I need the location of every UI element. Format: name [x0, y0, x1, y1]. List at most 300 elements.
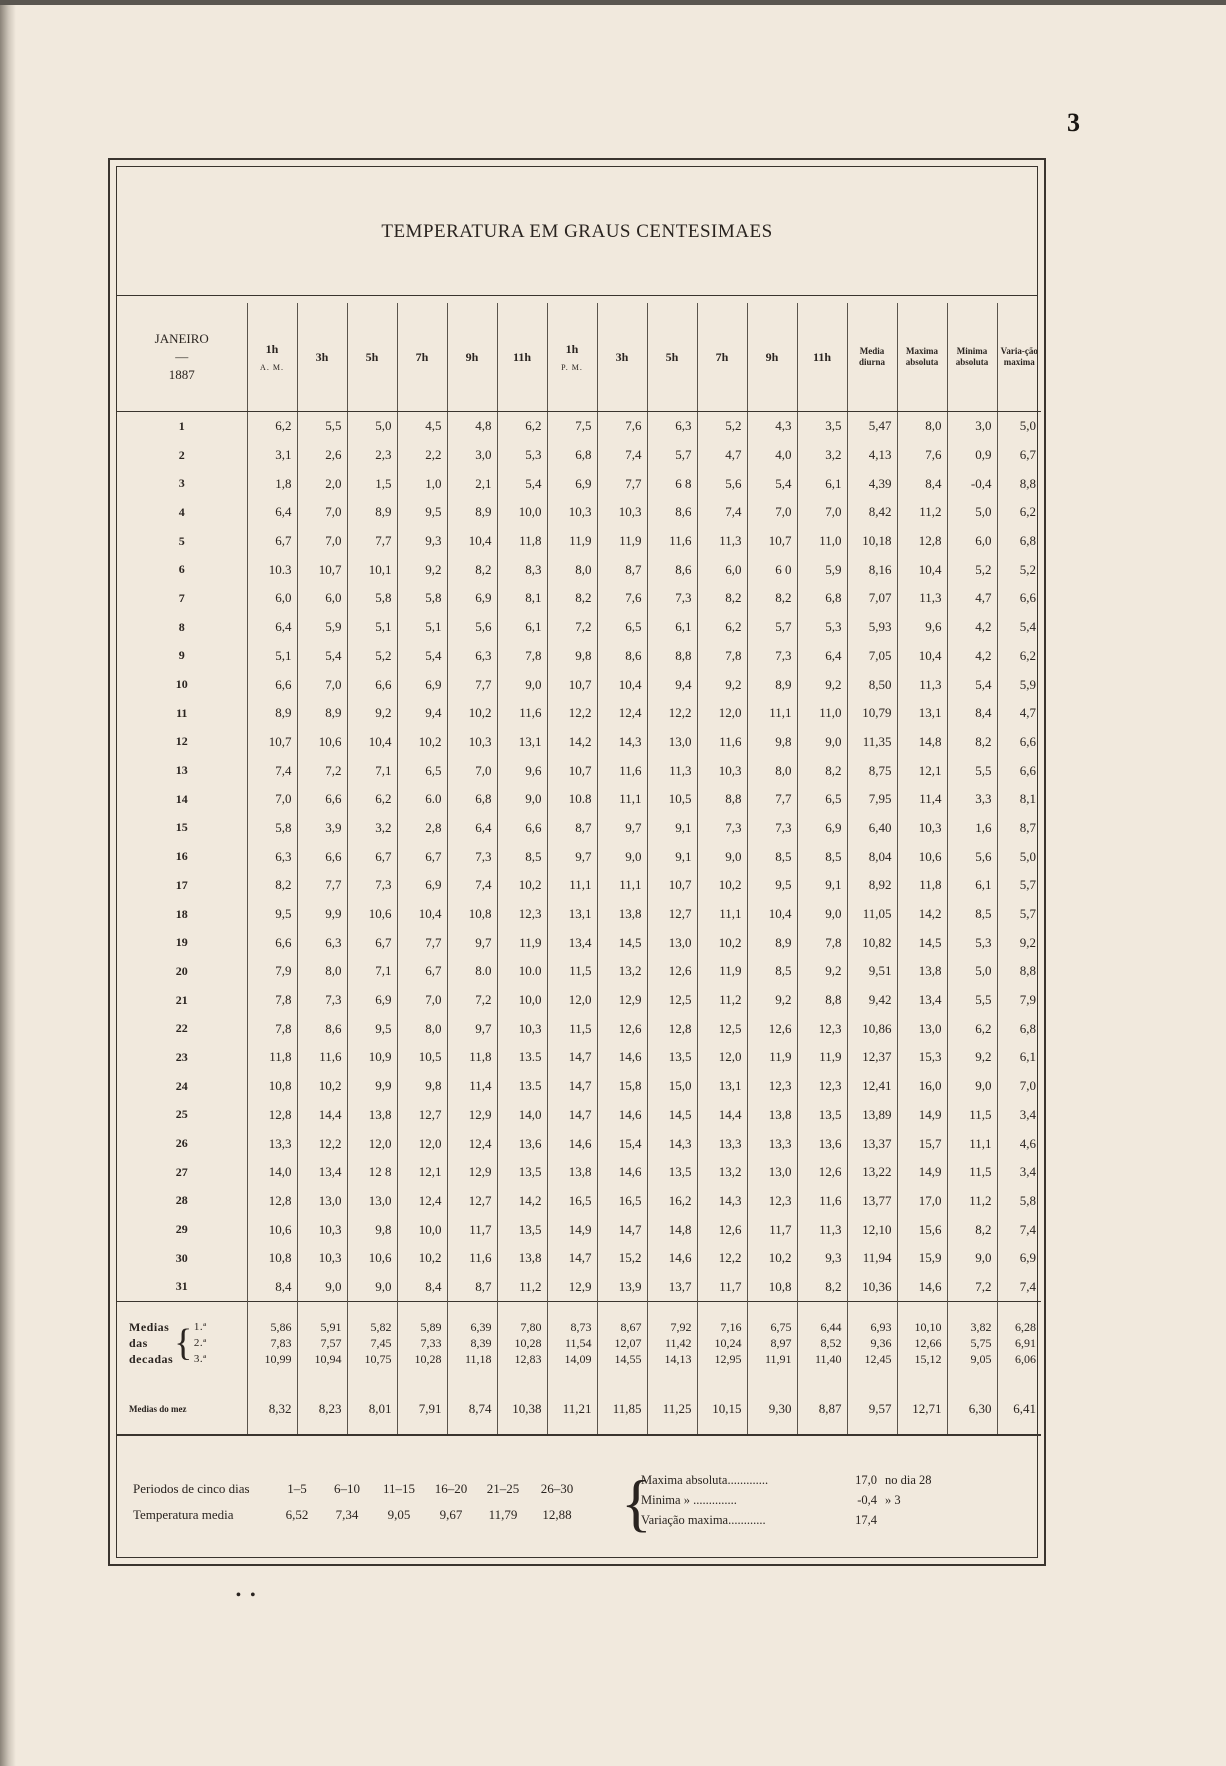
decade-value: 14,55	[614, 1352, 642, 1367]
decade-value: 8,67	[620, 1320, 642, 1335]
table-row	[117, 1043, 1041, 1072]
value-cell: 5,5	[947, 986, 997, 1015]
value-cell: 11,9	[547, 527, 597, 556]
month-mean-cell: 11,85	[597, 1384, 647, 1435]
value-cell: 13,37	[847, 1129, 897, 1158]
decade-value: 7,45	[370, 1336, 392, 1351]
value-cell: 8,4	[397, 1273, 447, 1302]
decade-value: 10,28	[414, 1352, 442, 1367]
value-cell: 12,8	[247, 1101, 297, 1130]
value-cell: 14,6	[547, 1129, 597, 1158]
value-cell: 13,3	[747, 1129, 797, 1158]
value-cell: 6,7	[247, 527, 297, 556]
value-cell: 10,5	[397, 1043, 447, 1072]
value-cell: 10,82	[847, 928, 897, 957]
value-cell: 5,9	[997, 670, 1041, 699]
day-cell: 23	[175, 1049, 188, 1064]
value-cell: 13,6	[497, 1129, 547, 1158]
value-cell: 15,6	[897, 1215, 947, 1244]
month-year: 1887	[168, 367, 195, 382]
value-cell: 9,4	[647, 670, 697, 699]
value-cell: 14,7	[597, 1215, 647, 1244]
value-cell: -0,4	[947, 469, 997, 498]
value-cell: 6,4	[797, 642, 847, 671]
month-mean-cell: 6,41	[997, 1384, 1041, 1435]
decade-value: 12,45	[864, 1352, 892, 1367]
day-cell: 12	[175, 734, 188, 749]
value-cell: 6,3	[297, 928, 347, 957]
value-cell: 16,0	[897, 1072, 947, 1101]
value-cell: 10,8	[747, 1273, 797, 1302]
decade-value: 7,80	[520, 1320, 542, 1335]
value-cell: 9,2	[747, 986, 797, 1015]
month-mean-cell: 6,30	[947, 1384, 997, 1435]
value-cell: 13,89	[847, 1101, 897, 1130]
value-cell: 10,86	[847, 1014, 897, 1043]
value-cell: 6,0	[247, 584, 297, 613]
value-cell: 9,0	[797, 728, 847, 757]
day-cell: 8	[178, 619, 185, 634]
decade-value-cell	[447, 1302, 497, 1385]
value-cell: 6,6	[297, 785, 347, 814]
value-cell: 5,8	[347, 584, 397, 613]
value-cell: 11,0	[797, 527, 847, 556]
decade-means-row	[117, 1302, 1041, 1385]
value-cell: 14,2	[897, 900, 947, 929]
table-row	[117, 728, 1041, 757]
table-row	[117, 1244, 1041, 1273]
value-cell: 7,0	[397, 986, 447, 1015]
value-cell: 8,4	[247, 1273, 297, 1302]
value-cell: 12,5	[647, 986, 697, 1015]
value-cell: 13,1	[697, 1072, 747, 1101]
value-cell: 5,3	[947, 928, 997, 957]
value-cell: 12,9	[447, 1101, 497, 1130]
value-cell: 11,2	[697, 986, 747, 1015]
value-cell: 7,3	[647, 584, 697, 613]
table-row	[117, 1014, 1041, 1043]
table-row	[117, 527, 1041, 556]
decade-value: 10,24	[714, 1336, 742, 1351]
value-cell: 14,3	[697, 1187, 747, 1216]
value-cell: 13,8	[347, 1101, 397, 1130]
decade-value: 8,97	[770, 1336, 792, 1351]
period-temp: 12,88	[542, 1507, 572, 1522]
day-cell: 30	[175, 1250, 188, 1265]
day-cell: 22	[175, 1021, 188, 1036]
table-row	[117, 871, 1041, 900]
value-cell: 12,2	[647, 699, 697, 728]
value-cell: 12,10	[847, 1215, 897, 1244]
value-cell: 13,8	[897, 957, 947, 986]
value-cell: 8,2	[447, 555, 497, 584]
decade-value-cell	[747, 1302, 797, 1385]
value-cell: 6,0	[697, 555, 747, 584]
day-cell: 29	[175, 1222, 188, 1237]
hour-header: 11h	[497, 303, 547, 412]
value-cell: 13,5	[647, 1158, 697, 1187]
table-row	[117, 555, 1041, 584]
pm-label: P. M.	[561, 363, 583, 372]
value-cell: 8,8	[697, 785, 747, 814]
value-cell: 12,9	[547, 1273, 597, 1302]
decade-value: 5,75	[970, 1336, 992, 1351]
hour-header: 3h	[597, 303, 647, 412]
value-cell: 11,5	[547, 1014, 597, 1043]
value-cell: 4,3	[747, 412, 797, 441]
period-value: 26–30	[540, 1481, 574, 1496]
decade-value: 10,94	[314, 1352, 342, 1367]
value-cell: 3,0	[447, 441, 497, 470]
value-cell: 10,7	[647, 871, 697, 900]
value-cell: 14,4	[297, 1101, 347, 1130]
period-temp: 6,52	[285, 1507, 309, 1522]
value-cell: 6,1	[947, 871, 997, 900]
value-cell: 5,6	[947, 842, 997, 871]
value-cell: 9,9	[297, 900, 347, 929]
decade-value: 11,54	[564, 1336, 592, 1351]
day-cell: 21	[175, 992, 188, 1007]
value-cell: 8,0	[397, 1014, 447, 1043]
decade-value: 11,40	[814, 1352, 842, 1367]
value-cell: 12,6	[747, 1014, 797, 1043]
value-cell: 10,2	[297, 1072, 347, 1101]
value-cell: 8,04	[847, 842, 897, 871]
value-cell: 14,7	[547, 1244, 597, 1273]
value-cell: 6,0	[297, 584, 347, 613]
value-cell: 6,40	[847, 814, 897, 843]
value-cell: 6 8	[647, 469, 697, 498]
decade-value: 5,91	[320, 1320, 342, 1335]
value-cell: 5,0	[997, 842, 1041, 871]
table-row	[117, 699, 1041, 728]
value-cell: 15,9	[897, 1244, 947, 1273]
value-cell: 6,7	[997, 441, 1041, 470]
value-cell: 2,8	[397, 814, 447, 843]
value-cell: 13,5	[797, 1101, 847, 1130]
value-cell: 14,6	[597, 1043, 647, 1072]
value-cell: 6,9	[397, 871, 447, 900]
decade-label	[117, 1302, 247, 1385]
day-cell: 31	[175, 1279, 188, 1294]
value-cell: 14,7	[547, 1101, 597, 1130]
value-cell: 6,2	[347, 785, 397, 814]
value-cell: 9,3	[797, 1244, 847, 1273]
value-cell: 14,5	[897, 928, 947, 957]
table-frame-inner	[116, 166, 1038, 1558]
stat-minima: Minima » .............. -0,4 » 3	[641, 1493, 901, 1507]
value-cell: 7,2	[547, 613, 597, 642]
value-cell: 7,1	[347, 756, 397, 785]
value-cell: 12,2	[547, 699, 597, 728]
decade-value: 14,13	[664, 1352, 692, 1367]
value-cell: 15,3	[897, 1043, 947, 1072]
value-cell: 2,1	[447, 469, 497, 498]
value-cell: 9,7	[447, 928, 497, 957]
value-cell: 9,5	[747, 871, 797, 900]
value-cell: 11,6	[597, 756, 647, 785]
period-temp: 9,05	[387, 1507, 411, 1522]
value-cell: 13,6	[797, 1129, 847, 1158]
value-cell: 5,6	[697, 469, 747, 498]
value-cell: 10,4	[897, 555, 947, 584]
day-cell: 25	[175, 1107, 188, 1122]
value-cell: 8,0	[297, 957, 347, 986]
value-cell: 4,8	[447, 412, 497, 441]
decade-value: 12,07	[614, 1336, 642, 1351]
value-cell: 12,8	[247, 1187, 297, 1216]
value-cell: 8,16	[847, 555, 897, 584]
value-cell: 10.0	[497, 957, 547, 986]
value-cell: 10,4	[447, 527, 497, 556]
day-cell: 16	[175, 849, 188, 864]
value-cell: 6,2	[697, 613, 747, 642]
value-cell: 12,3	[747, 1187, 797, 1216]
summary-footer	[117, 1461, 1041, 1551]
value-cell: 11,1	[597, 871, 647, 900]
am-label: A. M.	[260, 363, 284, 372]
day-cell: 14	[175, 791, 188, 806]
value-cell: 7,6	[597, 412, 647, 441]
title-divider	[117, 295, 1037, 296]
month-mean-cell: 8,01	[347, 1384, 397, 1435]
value-cell: 13,0	[897, 1014, 947, 1043]
value-cell: 11,3	[897, 584, 947, 613]
value-cell: 11,9	[697, 957, 747, 986]
value-cell: 14,2	[547, 728, 597, 757]
value-cell: 11,1	[547, 871, 597, 900]
value-cell: 8,2	[947, 728, 997, 757]
value-cell: 11,6	[447, 1244, 497, 1273]
decade-value: 10,28	[514, 1336, 542, 1351]
value-cell: 11,9	[497, 928, 547, 957]
stats-brace: {	[621, 1467, 652, 1538]
value-cell: 6,6	[997, 728, 1041, 757]
value-cell: 11,05	[847, 900, 897, 929]
value-cell: 7,2	[447, 986, 497, 1015]
period-value: 11–15	[382, 1481, 416, 1496]
value-cell: 15,4	[597, 1129, 647, 1158]
value-cell: 13,5	[647, 1043, 697, 1072]
value-cell: 8,4	[897, 469, 947, 498]
decade-value-cell	[297, 1302, 347, 1385]
value-cell: 5,47	[847, 412, 897, 441]
value-cell: 7,0	[297, 670, 347, 699]
value-cell: 14,3	[597, 728, 647, 757]
value-cell: 11,6	[497, 699, 547, 728]
value-cell: 6,3	[247, 842, 297, 871]
decade-value: 5,89	[420, 1320, 442, 1335]
table-row	[117, 441, 1041, 470]
decade-value-cell	[347, 1302, 397, 1385]
value-cell: 7,0	[747, 498, 797, 527]
value-cell: 9,2	[797, 957, 847, 986]
page-top-edge	[0, 0, 1226, 5]
value-cell: 11,3	[797, 1215, 847, 1244]
value-cell: 12,0	[397, 1129, 447, 1158]
value-cell: 7,3	[447, 842, 497, 871]
value-cell: 4,7	[947, 584, 997, 613]
value-cell: 6,8	[447, 785, 497, 814]
value-cell: 6,6	[247, 670, 297, 699]
value-cell: 6,9	[797, 814, 847, 843]
value-cell: 5,0	[997, 412, 1041, 441]
value-cell: 8,5	[797, 842, 847, 871]
value-cell: 11,6	[647, 527, 697, 556]
value-cell: 14,8	[647, 1215, 697, 1244]
value-cell: 10,79	[847, 699, 897, 728]
value-cell: 7,4	[697, 498, 747, 527]
day-cell: 9	[178, 648, 185, 663]
value-cell: 10,2	[697, 928, 747, 957]
value-cell: 12,6	[797, 1158, 847, 1187]
day-cell: 4	[178, 504, 185, 519]
value-cell: 6,6	[997, 756, 1041, 785]
decade-value: 6,91	[1015, 1336, 1036, 1351]
value-cell: 12,7	[397, 1101, 447, 1130]
value-cell: 6,4	[447, 814, 497, 843]
value-cell: 6,8	[997, 1014, 1041, 1043]
table-row	[117, 584, 1041, 613]
value-cell: 3,9	[297, 814, 347, 843]
value-cell: 13,7	[647, 1273, 697, 1302]
day-cell: 15	[175, 820, 188, 835]
month-mean-cell: 12,71	[897, 1384, 947, 1435]
value-cell: 6,9	[547, 469, 597, 498]
value-cell: 13.5	[497, 1043, 547, 1072]
value-cell: 10,9	[347, 1043, 397, 1072]
value-cell: 7,8	[497, 642, 547, 671]
value-cell: 14,9	[547, 1215, 597, 1244]
decade-value: 7,16	[720, 1320, 742, 1335]
value-cell: 8,50	[847, 670, 897, 699]
value-cell: 8,1	[997, 785, 1041, 814]
value-cell: 2,0	[297, 469, 347, 498]
day-cell: 20	[175, 963, 188, 978]
value-cell: 12,3	[797, 1014, 847, 1043]
decade-value: 7,83	[270, 1336, 292, 1351]
decade-value-cell	[947, 1302, 997, 1385]
value-cell: 8,2	[947, 1215, 997, 1244]
value-cell: 8,92	[847, 871, 897, 900]
table-row	[117, 1187, 1041, 1216]
day-cell: 1	[178, 418, 185, 433]
value-cell: 11,8	[497, 527, 547, 556]
value-cell: 14,9	[897, 1101, 947, 1130]
decade-value: 6,93	[870, 1320, 892, 1335]
decade-value: 9,36	[870, 1336, 892, 1351]
value-cell: 9,2	[997, 928, 1041, 957]
value-cell: 12,9	[597, 986, 647, 1015]
value-cell: 6,5	[597, 613, 647, 642]
value-cell: 11,0	[797, 699, 847, 728]
value-cell: 3,0	[947, 412, 997, 441]
value-cell: 10,6	[897, 842, 947, 871]
value-cell: 5,7	[747, 613, 797, 642]
periods-label: Periodos de cinco dias	[133, 1481, 250, 1496]
period-temp: 11,79	[488, 1507, 518, 1522]
value-cell: 8,2	[547, 584, 597, 613]
decade-value: 6,44	[820, 1320, 842, 1335]
value-cell: 12,1	[897, 756, 947, 785]
value-cell: 8,2	[247, 871, 297, 900]
table-row	[117, 469, 1041, 498]
value-cell: 8,9	[447, 498, 497, 527]
value-cell: 12,4	[597, 699, 647, 728]
value-cell: 6,6	[297, 842, 347, 871]
hour-header: 5h	[647, 303, 697, 412]
value-cell: 13,0	[647, 728, 697, 757]
value-cell: 13,5	[497, 1215, 547, 1244]
value-cell: 9,0	[947, 1244, 997, 1273]
value-cell: 12,41	[847, 1072, 897, 1101]
value-cell: 8,9	[247, 699, 297, 728]
value-cell: 9,1	[647, 814, 697, 843]
value-cell: 10,2	[497, 871, 547, 900]
value-cell: 7,0	[247, 785, 297, 814]
value-cell: 8,7	[997, 814, 1041, 843]
table-row	[117, 1158, 1041, 1187]
table-row	[117, 785, 1041, 814]
decade-value: 7,33	[420, 1336, 442, 1351]
value-cell: 7,9	[997, 986, 1041, 1015]
value-cell: 13,1	[897, 699, 947, 728]
value-cell: 10,5	[647, 785, 697, 814]
value-cell: 10.8	[547, 785, 597, 814]
value-cell: 13,4	[897, 986, 947, 1015]
value-cell: 5,9	[797, 555, 847, 584]
value-cell: 9,0	[697, 842, 747, 871]
value-cell: 7,8	[247, 1014, 297, 1043]
value-cell: 7,3	[697, 814, 747, 843]
value-cell: 7,0	[297, 527, 347, 556]
value-cell: 13,4	[297, 1158, 347, 1187]
value-cell: 5,2	[347, 642, 397, 671]
value-cell: 12,0	[697, 1043, 747, 1072]
decade-brace: {	[174, 1322, 193, 1365]
value-cell: 17,0	[897, 1187, 947, 1216]
value-cell: 8,5	[497, 842, 547, 871]
value-cell: 14,7	[547, 1072, 597, 1101]
month-mean-cell: 9,57	[847, 1384, 897, 1435]
value-cell: 7,6	[597, 584, 647, 613]
value-cell: 6,2	[997, 498, 1041, 527]
decade-value-cell	[247, 1302, 297, 1385]
value-cell: 7,2	[947, 1273, 997, 1302]
value-cell: 11,9	[597, 527, 647, 556]
value-cell: 14,6	[897, 1273, 947, 1302]
decade-value: 12,66	[914, 1336, 942, 1351]
value-cell: 7,7	[397, 928, 447, 957]
decade-value: 5,82	[370, 1320, 392, 1335]
table-row	[117, 613, 1041, 642]
value-cell: 10,3	[297, 1215, 347, 1244]
value-cell: 10,7	[247, 728, 297, 757]
decade-value: 10,75	[364, 1352, 392, 1367]
value-cell: 14,6	[597, 1101, 647, 1130]
value-cell: 10,6	[347, 900, 397, 929]
month-mean-cell: 7,91	[397, 1384, 447, 1435]
value-cell: 6 0	[747, 555, 797, 584]
value-cell: 11,7	[697, 1273, 747, 1302]
value-cell: 5,7	[647, 441, 697, 470]
value-cell: 6,9	[997, 1244, 1041, 1273]
value-cell: 9,6	[897, 613, 947, 642]
value-cell: 6,7	[347, 842, 397, 871]
table-row	[117, 957, 1041, 986]
value-cell: 11,4	[447, 1072, 497, 1101]
value-cell: 10,3	[547, 498, 597, 527]
